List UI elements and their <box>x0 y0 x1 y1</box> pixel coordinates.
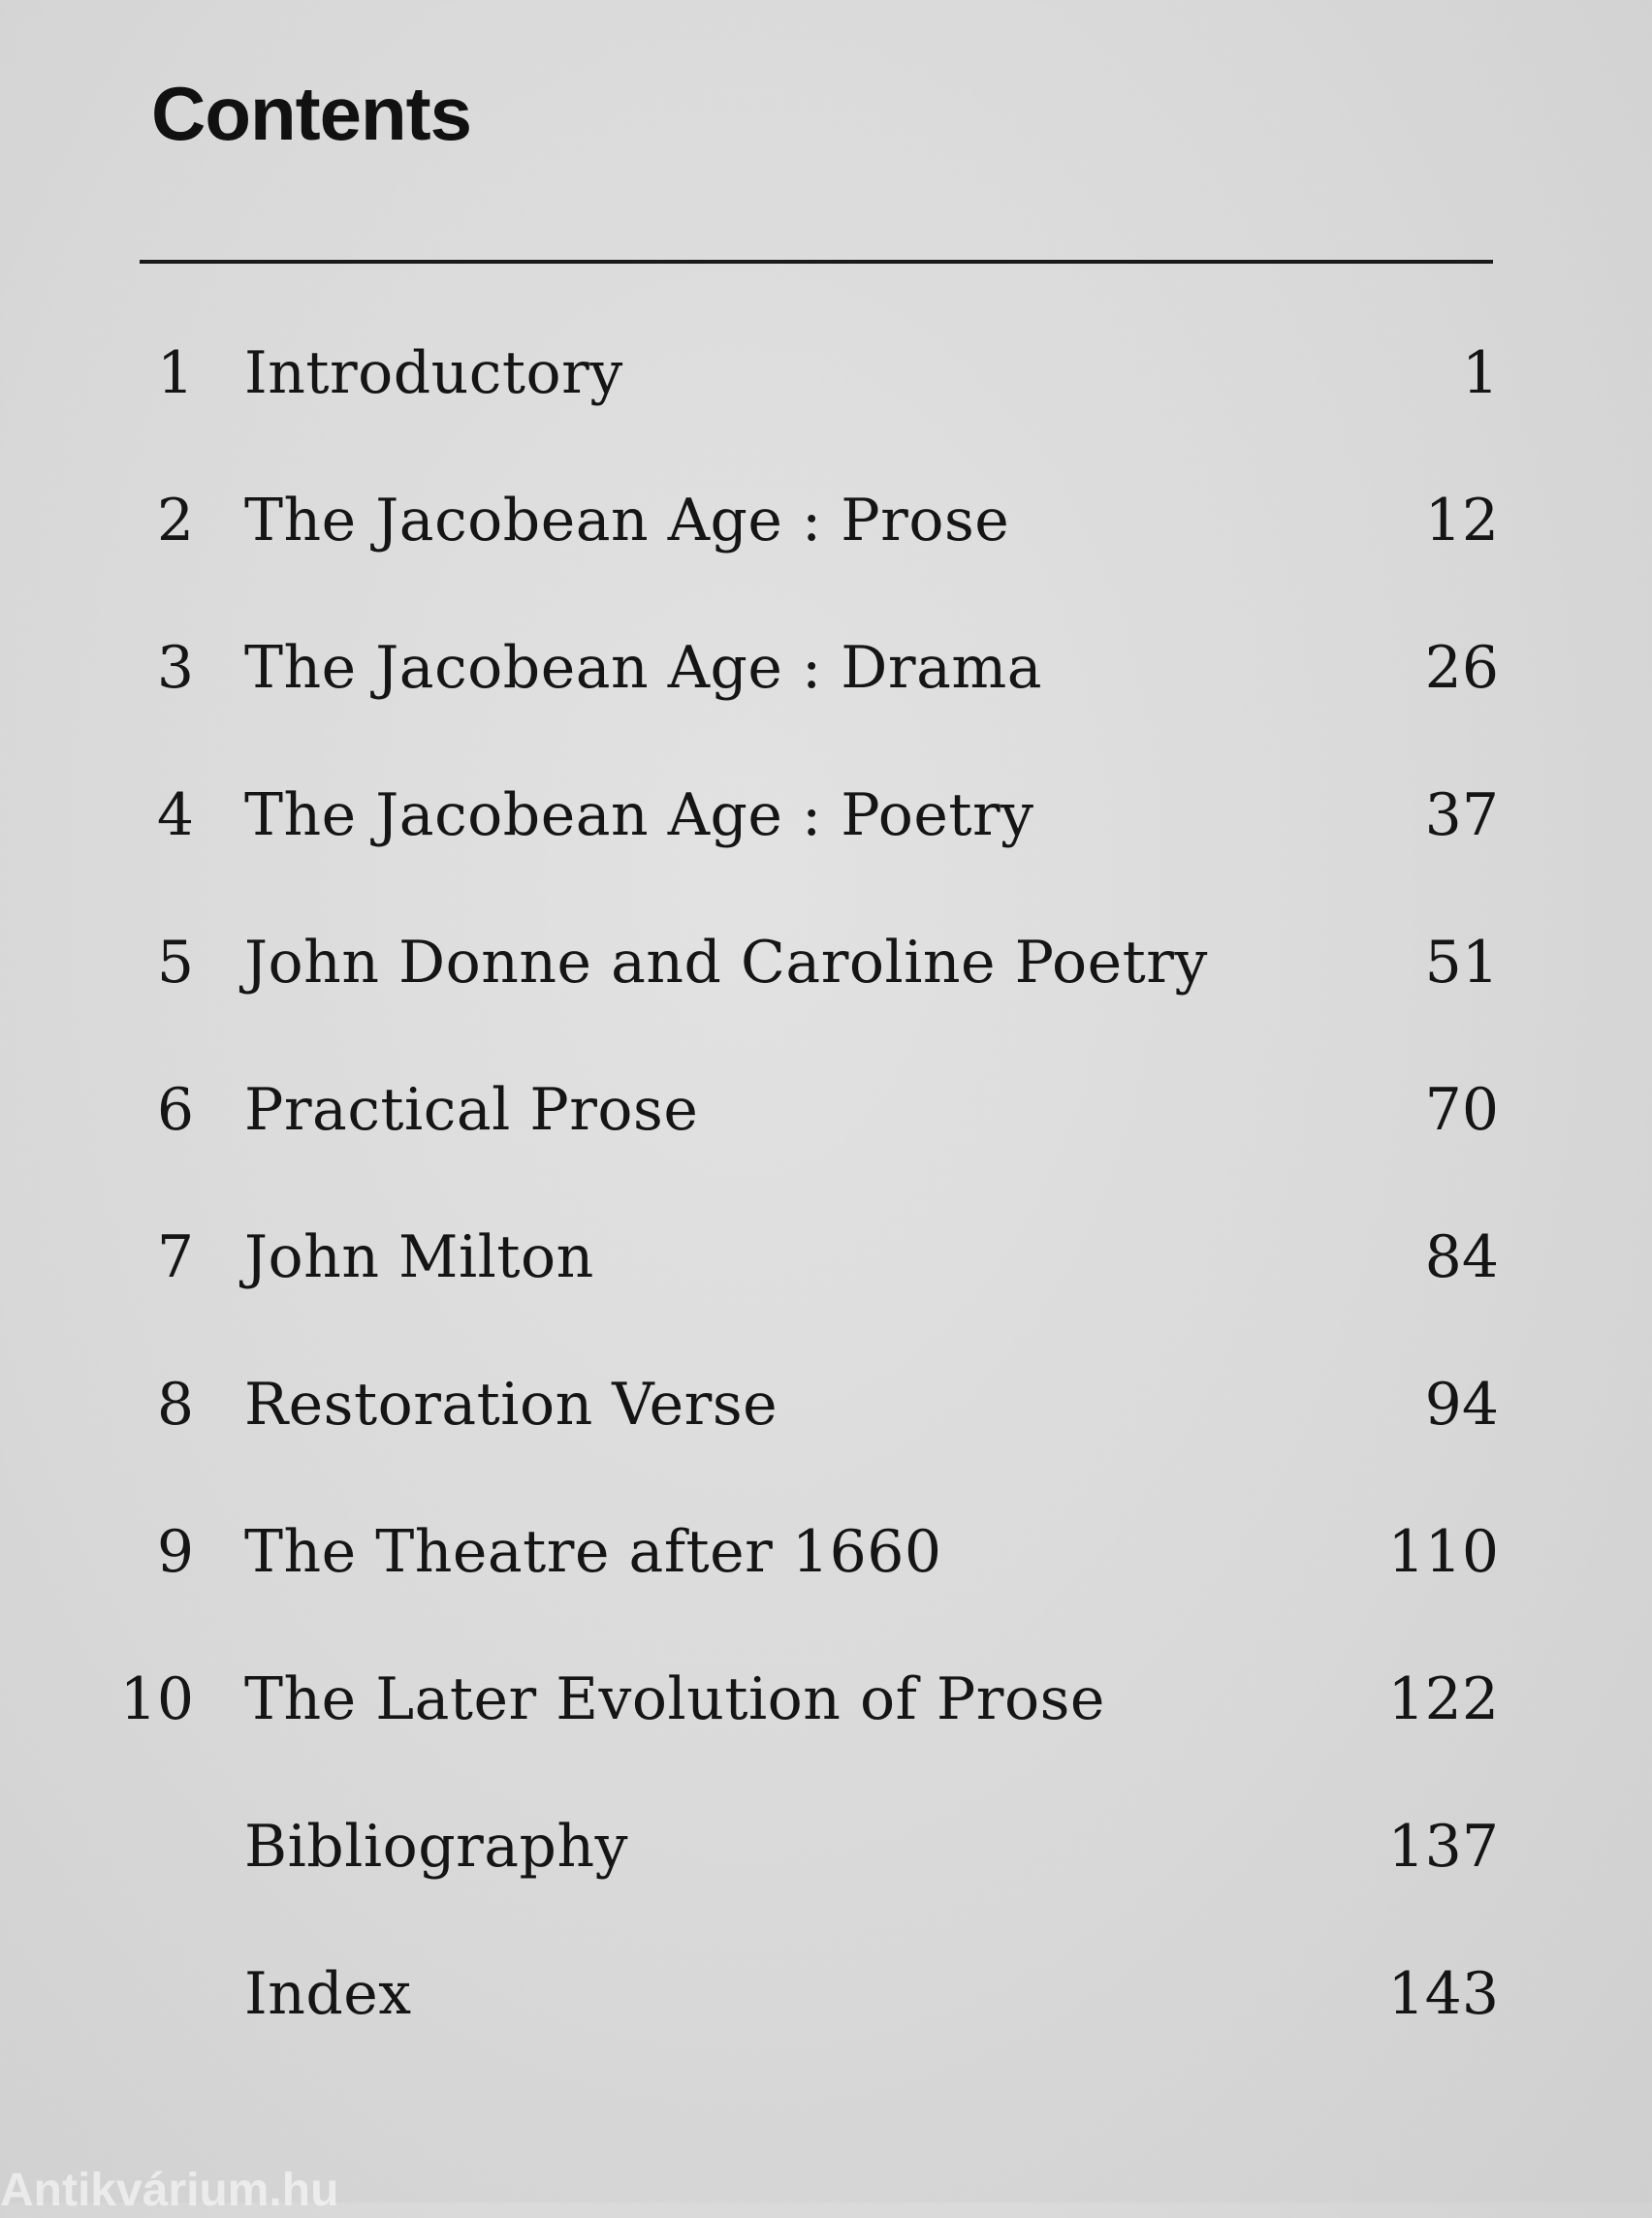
chapter-title: The Jacobean Age : Prose <box>244 487 1010 554</box>
toc-entry <box>0 1057 1652 1163</box>
toc-entry <box>0 615 1652 721</box>
page-number: 51 <box>1424 929 1499 997</box>
chapter-title: The Jacobean Age : Poetry <box>244 781 1034 849</box>
chapter-title: The Jacobean Age : Drama <box>244 634 1043 702</box>
page-title: Contents <box>151 71 471 156</box>
toc-entry <box>0 1351 1652 1458</box>
toc-entry <box>0 762 1652 869</box>
chapter-title: Introductory <box>244 339 623 407</box>
chapter-title: The Later Evolution of Prose <box>244 1665 1105 1733</box>
toc-entry <box>0 1204 1652 1311</box>
watermark: Antikvárium.hu <box>0 2165 339 2216</box>
toc-entry <box>0 467 1652 574</box>
toc-entry <box>0 1646 1652 1753</box>
toc-entry <box>0 1499 1652 1605</box>
page-number: 122 <box>1387 1665 1499 1733</box>
page-number: 137 <box>1387 1813 1499 1881</box>
chapter-title: Restoration Verse <box>244 1371 778 1439</box>
chapter-number: 5 <box>156 929 194 997</box>
toc-entry <box>0 1941 1652 2047</box>
chapter-title: John Milton <box>244 1223 594 1291</box>
title-divider <box>140 260 1493 264</box>
chapter-title: Practical Prose <box>244 1076 699 1144</box>
chapter-number: 8 <box>156 1371 194 1439</box>
toc-entry <box>0 1793 1652 1900</box>
chapter-number: 3 <box>156 634 194 702</box>
page-number: 1 <box>1461 339 1499 407</box>
chapter-number: 2 <box>156 487 194 554</box>
page-number: 26 <box>1424 634 1499 702</box>
page-number: 84 <box>1424 1223 1499 1291</box>
page-number: 37 <box>1424 781 1499 849</box>
chapter-number: 6 <box>156 1076 194 1144</box>
chapter-number: 9 <box>156 1518 194 1586</box>
page-number: 94 <box>1424 1371 1499 1439</box>
chapter-number: 4 <box>156 781 194 849</box>
chapter-title: John Donne and Caroline Poetry <box>244 929 1208 997</box>
page-number: 110 <box>1387 1518 1499 1586</box>
page-number: 70 <box>1424 1076 1499 1144</box>
page-number: 143 <box>1387 1960 1499 2028</box>
chapter-title: Bibliography <box>244 1813 628 1881</box>
page-number: 12 <box>1424 487 1499 554</box>
toc-entry <box>0 909 1652 1016</box>
toc-entry <box>0 320 1652 427</box>
chapter-number: 10 <box>119 1665 194 1733</box>
chapter-title: Index <box>244 1960 412 2028</box>
chapter-number: 7 <box>156 1223 194 1291</box>
chapter-title: The Theatre after 1660 <box>244 1518 942 1586</box>
chapter-number: 1 <box>156 339 194 407</box>
